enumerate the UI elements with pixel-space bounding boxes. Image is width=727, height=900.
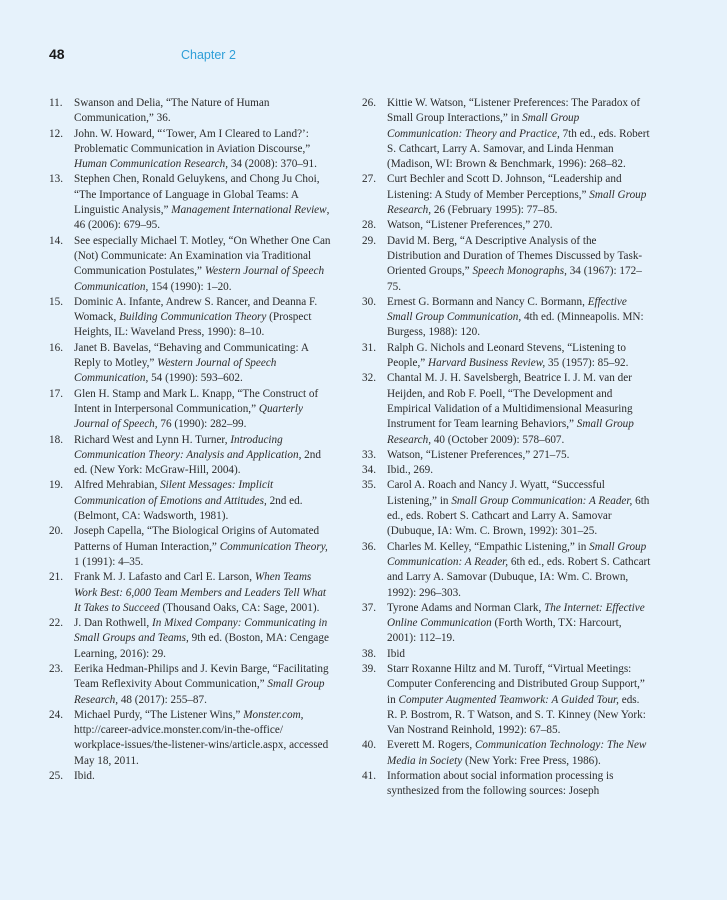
endnote-number: 29. bbox=[362, 234, 376, 247]
endnote bbox=[362, 295, 652, 341]
endnote-text bbox=[387, 218, 652, 233]
endnote-title-italic: Communication Theory, bbox=[219, 540, 328, 553]
endnote-text-run: Tyrone Adams and Norman Clark, bbox=[387, 601, 545, 614]
endnote-text-run: Stephen Chen, Ronald Geluykens, and Chong Ju Choi, “The Importance of Language in Global Teams: A Linguistic Analysis,” bbox=[74, 173, 320, 217]
endnote-title-italic: Computer Augmented Teamwork: A Guided Tour, bbox=[398, 693, 619, 706]
endnote-number: 31. bbox=[362, 341, 376, 354]
endnote-number: 25. bbox=[49, 770, 63, 783]
endnote bbox=[362, 448, 652, 463]
endnote bbox=[49, 769, 334, 784]
endnote-text bbox=[387, 341, 652, 372]
endnote-text bbox=[74, 96, 334, 127]
endnote-title-italic: Small Group Research, bbox=[74, 678, 325, 706]
endnote-title-italic: Western Journal of Speech Communication, bbox=[74, 357, 277, 385]
endnote-title-italic: Small Group Research, bbox=[387, 418, 634, 446]
endnote-text-run: Frank M. J. Lafasto and Carl E. Larson, bbox=[74, 571, 255, 584]
endnote-text-run: Ernest G. Bormann and Nancy C. Bormann, bbox=[387, 295, 588, 308]
endnote-title-italic: When Teams Work Best: 6,000 Team Members and Leaders Tell What It Takes to Succeed bbox=[74, 571, 327, 614]
endnote-text-run: 4th ed. (Minneapolis. MN: Burgess, 1988): 120. bbox=[387, 311, 644, 339]
endnote-text-run: , 46 (2006): 679–95. bbox=[74, 204, 330, 232]
endnote-text bbox=[387, 478, 652, 539]
endnote-text-run: Joseph Capella, “The Biological Origins of Automated Patterns of Human Interaction,” bbox=[74, 525, 320, 553]
endnote-number: 16. bbox=[49, 341, 63, 354]
endnote-text bbox=[387, 463, 652, 478]
endnote-title-italic: Speech Monographs, bbox=[472, 265, 567, 278]
endnote-title-italic: Harvard Business Review, bbox=[428, 357, 546, 370]
running-header bbox=[49, 46, 236, 62]
endnote bbox=[49, 708, 334, 769]
endnote-text-run: 2nd ed. (Belmont, CA: Wadsworth, 1981). bbox=[74, 494, 303, 523]
endnote bbox=[49, 127, 334, 173]
endnote-number: 33. bbox=[362, 448, 376, 461]
endnote-number: 14. bbox=[49, 234, 63, 247]
endnote-text-run: Eerika Hedman-Philips and J. Kevin Barge, “Facilitating Team Reflexivity About Communication,” bbox=[74, 662, 329, 691]
endnote-text bbox=[74, 708, 334, 769]
endnote-number: 37. bbox=[362, 601, 376, 614]
endnote-text bbox=[387, 540, 652, 601]
endnote-title-italic: The Internet: Effective Online Communication bbox=[387, 601, 645, 630]
endnote-text-run: Glen H. Stamp and Mark L. Knapp, “The Construct of Intent in Interpersonal Communication,” bbox=[74, 387, 319, 415]
endnote-title-italic: Management International Review bbox=[171, 204, 327, 217]
endnote-text-run: Carol A. Roach and Nancy J. Wyatt, “Successful Listening,” in bbox=[387, 479, 605, 507]
endnote-text bbox=[387, 172, 652, 218]
endnote bbox=[362, 218, 652, 233]
endnote-number: 23. bbox=[49, 662, 63, 675]
endnote-title-italic: Western Journal of Speech Communication, bbox=[74, 265, 325, 293]
endnote-text bbox=[74, 341, 334, 387]
endnote-text-run: Dominic A. Infante, Andrew S. Rancer, and Deanna F. Womack, bbox=[74, 295, 318, 324]
endnote-text bbox=[387, 448, 652, 463]
endnote-text-run: 40 (October 2009): 578–607. bbox=[431, 433, 565, 446]
endnote bbox=[362, 601, 652, 647]
endnote-number: 15. bbox=[49, 295, 63, 308]
endnote-text-run: 35 (1957): 85–92. bbox=[545, 357, 629, 370]
endnote bbox=[49, 662, 334, 708]
endnote-text bbox=[387, 738, 652, 769]
endnote-title-italic: Monster.com, bbox=[243, 708, 304, 721]
endnote-text-run: Watson, “Listener Preferences,” 270. bbox=[387, 219, 553, 232]
endnote-number: 30. bbox=[362, 295, 376, 308]
endnote-text bbox=[74, 127, 334, 173]
endnote-text-run: Curt Bechler and Scott D. Johnson, “Leadership and Listening: A Study of Member Perceptions,” bbox=[387, 173, 622, 201]
endnote-text-run: Michael Purdy, “The Listener Wins,” bbox=[74, 708, 244, 721]
endnote bbox=[49, 570, 334, 616]
endnote-text bbox=[74, 478, 334, 524]
endnote bbox=[362, 96, 652, 172]
endnote-number: 21. bbox=[49, 571, 63, 584]
endnote-number: 35. bbox=[362, 479, 376, 492]
endnote-text-run: John. W. Howard, “‘Tower, Am I Cleared to Land?’: Problematic Communication in Aviation Discourse,” bbox=[74, 127, 311, 155]
endnote-text bbox=[74, 662, 334, 708]
endnote-text-run: Ralph G. Nichols and Leonard Stevens, “Listening to People,” bbox=[387, 341, 626, 370]
endnote-number: 36. bbox=[362, 540, 376, 553]
endnote-title-italic: Silent Messages: Implicit Communication of Emotions and Attitudes, bbox=[74, 479, 274, 507]
endnote-title-italic: Small Group Communication: A Reader, bbox=[451, 494, 633, 507]
endnote-text-run: Janet B. Bavelas, “Behaving and Communicating: A Reply to Motley,” bbox=[74, 341, 309, 370]
endnote-title-italic: Introducing Communication Theory: Analysis and Application, bbox=[74, 433, 302, 461]
endnote bbox=[362, 769, 652, 800]
endnote-text bbox=[387, 769, 652, 800]
endnote-text-run: 1 (1991): 4–35. bbox=[74, 555, 144, 568]
endnote-text bbox=[74, 433, 334, 479]
endnote-number: 41. bbox=[362, 770, 376, 783]
endnote bbox=[362, 647, 652, 662]
endnote-text-run: 6th ed., eds. Robert S. Cathcart and Larry A. Samovar (Dubuque, IA: Wm. C. Brown, 1992): 296–303. bbox=[387, 555, 651, 599]
endnote-text bbox=[387, 662, 652, 738]
endnote-number: 17. bbox=[49, 387, 63, 400]
endnote-text-run: (Forth Worth, TX: Harcourt, 2001): 112–19. bbox=[387, 617, 622, 645]
endnote-text-run: Swanson and Delia, “The Nature of Human Communication,” 36. bbox=[74, 97, 270, 125]
endnote-number: 26. bbox=[362, 97, 376, 109]
chapter-label: Chapter 2 bbox=[181, 48, 236, 62]
endnote-title-italic: Small Group Communication: A Reader, bbox=[387, 540, 647, 568]
endnote-text bbox=[74, 769, 334, 784]
endnote bbox=[362, 172, 652, 218]
endnote-text-run: 154 (1990): 1–20. bbox=[148, 280, 232, 293]
endnote-text bbox=[74, 524, 334, 570]
endnote bbox=[362, 234, 652, 295]
page-number: 48 bbox=[49, 46, 65, 62]
endnote-number: 19. bbox=[49, 479, 63, 492]
endnote bbox=[362, 540, 652, 601]
endnote-text-run: Watson, “Listener Preferences,” 271–75. bbox=[387, 448, 570, 461]
endnote-text bbox=[387, 371, 652, 447]
endnote-text bbox=[387, 234, 652, 295]
endnote-number: 28. bbox=[362, 219, 376, 232]
endnote-text-run: Everett M. Rogers, bbox=[387, 739, 475, 752]
endnote-text-run: , 34 (2008): 370–91. bbox=[225, 158, 317, 171]
endnote-text-run: Information about social information processing is synthesized from the following sources: Joseph bbox=[387, 770, 614, 798]
endnote-number: 11. bbox=[49, 97, 63, 109]
endnote bbox=[362, 371, 652, 447]
endnote-text-run: J. Dan Rothwell, bbox=[74, 617, 152, 630]
endnote-number: 13. bbox=[49, 173, 63, 186]
endnote bbox=[362, 478, 652, 539]
endnote-text-run: 26 (February 1995): 77–85. bbox=[431, 204, 558, 217]
endnote bbox=[49, 387, 334, 433]
notes-column-left bbox=[49, 96, 334, 784]
endnote-text-run: 54 (1990): 593–602. bbox=[148, 372, 243, 385]
endnote-number: 18. bbox=[49, 433, 63, 446]
endnote-number: 39. bbox=[362, 662, 376, 675]
endnote-number: 22. bbox=[49, 617, 63, 630]
endnote-text-run: Kittie W. Watson, “Listener Preferences: The Paradox of Small Group Interactions,” in bbox=[387, 97, 641, 125]
endnote bbox=[49, 341, 334, 387]
endnote-number: 24. bbox=[49, 708, 63, 721]
endnote-text bbox=[387, 96, 652, 172]
endnote bbox=[49, 234, 334, 295]
endnote-text bbox=[387, 601, 652, 647]
endnote bbox=[362, 341, 652, 372]
endnote bbox=[49, 172, 334, 233]
endnote-text-run: http://career-advice.monster.com/in-the-office/ workplace-issues/the-listener-wins/article.aspx, accessed May 18, 2011. bbox=[74, 724, 329, 767]
endnote-text-run: (Prospect Heights, IL: Waveland Press, 1990): 8–10. bbox=[74, 311, 312, 339]
endnote-text bbox=[74, 295, 334, 341]
endnote-number: 40. bbox=[362, 739, 376, 752]
notes-column-right bbox=[362, 96, 652, 800]
endnote-text-run: David M. Berg, “A Descriptive Analysis of the Distribution and Duration of Themes Discussed by Task-Oriented Groups,” bbox=[387, 234, 643, 278]
endnote-title-italic: Small Group Research, bbox=[387, 188, 647, 217]
endnote bbox=[49, 524, 334, 570]
endnote-number: 38. bbox=[362, 647, 376, 660]
endnote bbox=[49, 478, 334, 524]
endnote-number: 12. bbox=[49, 127, 63, 140]
endnote-number: 34. bbox=[362, 464, 376, 477]
endnote-text-run: Ibid bbox=[387, 647, 406, 660]
endnote-text bbox=[74, 570, 334, 616]
endnote-text bbox=[74, 234, 334, 295]
endnote-title-italic: Small Group Communication: Theory and Practice, bbox=[387, 112, 580, 140]
endnote bbox=[362, 463, 652, 478]
endnote-title-italic: Effective Small Group Communication, bbox=[387, 295, 627, 324]
endnote-title-italic: Human Communication Research bbox=[74, 158, 226, 171]
endnote-text-run: (Thousand Oaks, CA: Sage, 2001). bbox=[159, 601, 320, 614]
endnote-text-run: 2nd ed. (New York: McGraw-Hill, 2004). bbox=[74, 448, 321, 477]
endnote-text bbox=[387, 295, 652, 341]
endnote-text-run: Charles M. Kelley, “Empathic Listening,” in bbox=[387, 540, 590, 553]
endnote bbox=[49, 433, 334, 479]
endnote-number: 32. bbox=[362, 372, 376, 385]
endnote-text-run: 76 (1990): 282–99. bbox=[157, 418, 247, 431]
endnote bbox=[362, 662, 652, 738]
endnote-text-run: See especially Michael T. Motley, “On Whether One Can (Not) Communicate: An Examination via Traditional Communication Postulates,” bbox=[74, 234, 331, 278]
endnote-number: 27. bbox=[362, 173, 376, 186]
endnote-text bbox=[74, 616, 334, 662]
endnote-title-italic: In Mixed Company: Communicating in Small Groups and Teams, bbox=[74, 617, 328, 645]
endnote-number: 20. bbox=[49, 525, 63, 538]
endnote bbox=[49, 96, 334, 127]
endnote-text-run: Ibid., 269. bbox=[387, 464, 433, 477]
endnote-text-run: 34 (1967): 172–75. bbox=[387, 265, 642, 293]
endnote-text-run: eds. R. P. Bostrom, R. T Watson, and S. T. Kinney (New York: Van Nostrand Reinhold, 1992): 67–85. bbox=[387, 693, 646, 737]
endnote-text-run: (New York: Free Press, 1986). bbox=[462, 754, 601, 767]
endnote-title-italic: Building Communication Theory bbox=[119, 311, 267, 324]
endnote-text-run: Alfred Mehrabian, bbox=[74, 479, 161, 492]
endnote-title-italic: Communication Technology: The New Media in Society bbox=[387, 739, 647, 767]
endnote-text bbox=[74, 172, 334, 233]
endnote-text bbox=[74, 387, 334, 433]
endnote-title-italic: Quarterly Journal of Speech, bbox=[74, 402, 303, 431]
endnote-text-run: 9th ed. (Boston, MA: Cengage Learning, 2016): 29. bbox=[74, 632, 329, 660]
endnote-text-run: 7th ed., eds. Robert S. Cathcart, Larry A. Samovar, and Linda Henman (Madison, WI: Brown & Benchmark, 1996): 268–82. bbox=[387, 127, 650, 171]
endnote-text-run: Chantal M. J. H. Savelsbergh, Beatrice I. J. M. van der Heijden, and Rob F. Poell, “The Development and Empirical Validation of a Multidimensional Measuring Instrument for Team learning Behaviors,” bbox=[387, 372, 633, 431]
endnote-text-run: 6th ed., eds. Robert S. Cathcart and Larry A. Samovar (Dubuque, IA: Wm. C. Brown, 1992): 301–25. bbox=[387, 494, 650, 538]
endnote-text bbox=[387, 647, 652, 662]
endnote-text-run: Ibid. bbox=[74, 770, 95, 783]
endnote bbox=[49, 295, 334, 341]
endnote-text-run: Richard West and Lynn H. Turner, bbox=[74, 433, 231, 446]
endnote bbox=[362, 738, 652, 769]
endnote-text-run: Starr Roxanne Hiltz and M. Turoff, “Virtual Meetings: Computer Conferencing and Distributed Group Support,” in bbox=[387, 662, 645, 706]
endnote-text-run: 48 (2017): 255–87. bbox=[118, 693, 207, 706]
endnote bbox=[49, 616, 334, 662]
